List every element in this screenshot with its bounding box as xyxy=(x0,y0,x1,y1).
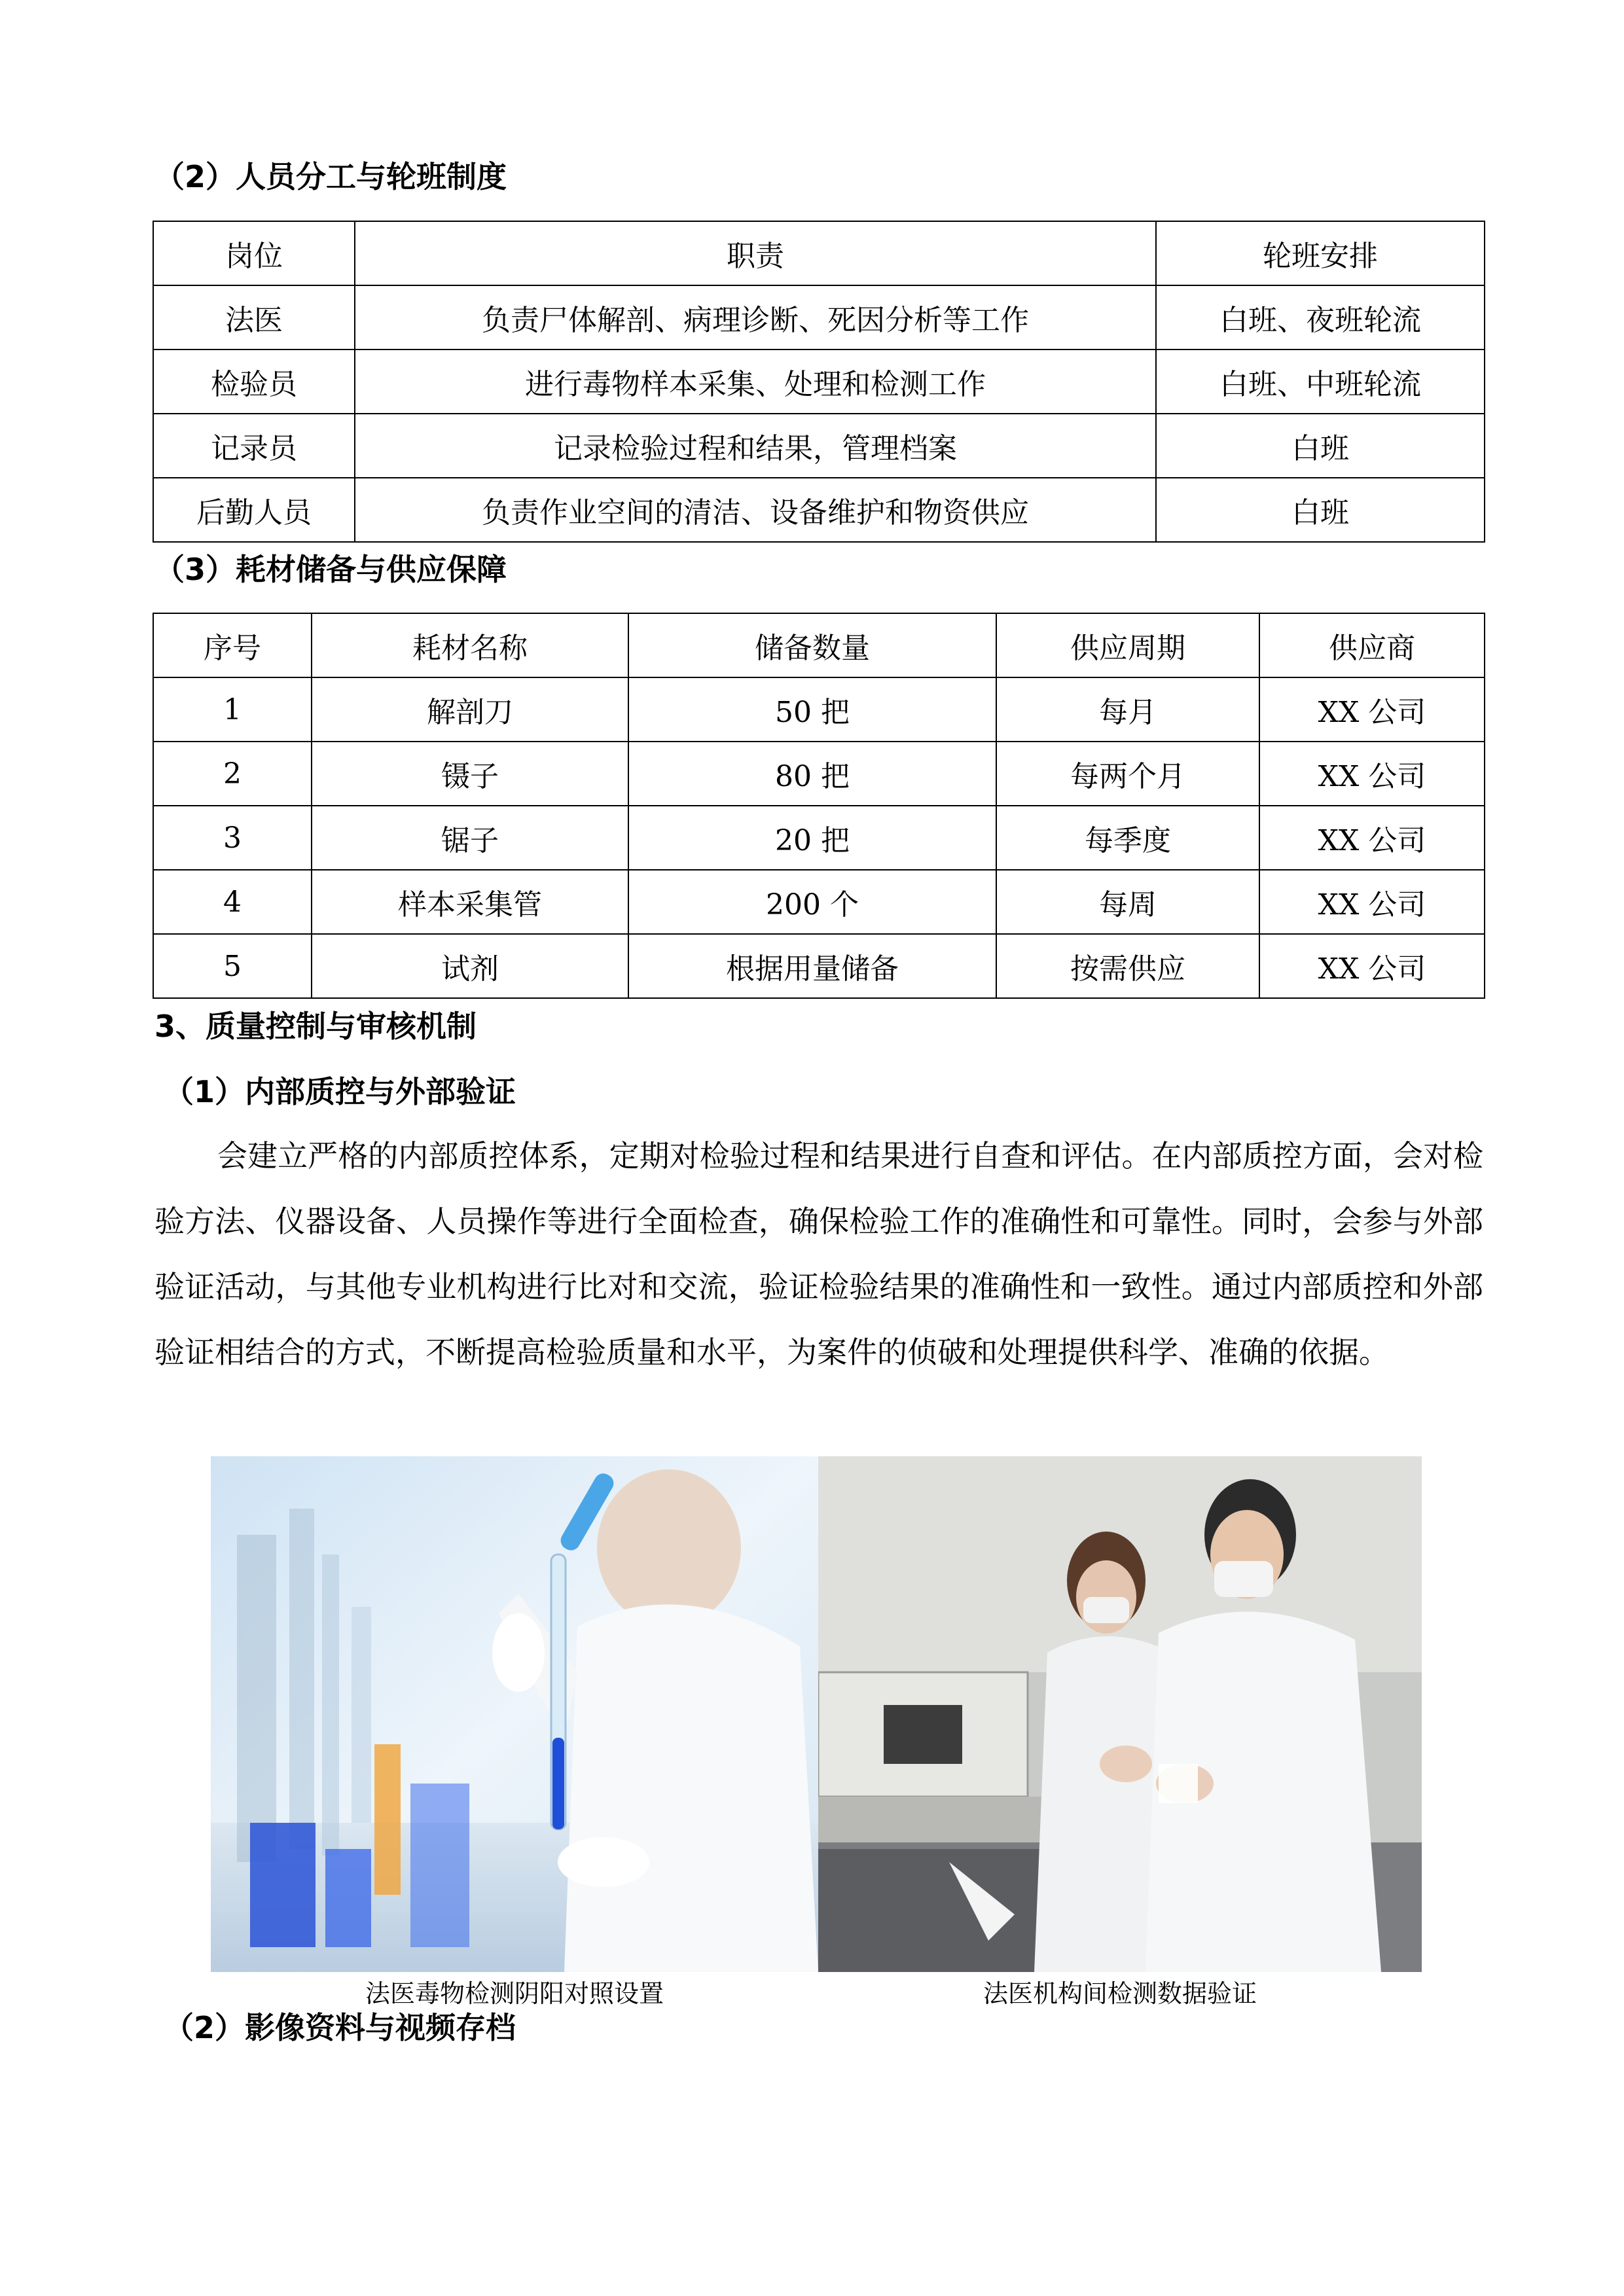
lab-technicians-photo xyxy=(818,1456,1422,1972)
paragraph-text: 会建立严格的内部质控体系，定期对检验过程和结果进行自查和评估。在内部质控方面，会对检验方法、仪器设备、人员操作等进行全面检查，确保检验工作的准确性和可靠性。同时，会参与外部验证活动，与其他专业机构进行比对和交流，验证检验结果的准确性和一致性。通过内部质控和外部验证相结合的方式，不断提高检验质量和水平，为案件的侦破和处理提供科学、准确的依据。 xyxy=(154,1138,1483,1370)
header-cell: 耗材名称 xyxy=(312,613,628,677)
table-cell: 2 xyxy=(153,742,312,806)
table-cell: 白班、夜班轮流 xyxy=(1156,285,1485,350)
table-cell: 锯子 xyxy=(312,806,628,870)
header-cell: 岗位 xyxy=(153,221,355,285)
table-cell: XX 公司 xyxy=(1259,742,1485,806)
table-cell: 4 xyxy=(153,870,312,934)
header-cell: 职责 xyxy=(355,221,1156,285)
table-cell: 白班 xyxy=(1156,478,1485,542)
table-header-row xyxy=(153,613,1485,677)
table-cell: 样本采集管 xyxy=(312,870,628,934)
figure-caption-right: 法医机构间检测数据验证 xyxy=(983,1979,1257,2008)
table-cell: XX 公司 xyxy=(1259,934,1485,998)
table-cell: 记录检验过程和结果，管理档案 xyxy=(355,414,1156,478)
table-cell: 镊子 xyxy=(312,742,628,806)
table-cell: 负责作业空间的清洁、设备维护和物资供应 xyxy=(355,478,1156,542)
table-cell: 负责尸体解剖、病理诊断、死因分析等工作 xyxy=(355,285,1156,350)
figure-caption-left: 法医毒物检测阴阳对照设置 xyxy=(365,1979,664,2008)
table-cell: 法医 xyxy=(153,285,355,350)
table-cell: XX 公司 xyxy=(1259,806,1485,870)
table-row xyxy=(153,478,1485,542)
table-row xyxy=(153,806,1485,870)
staff-table xyxy=(153,221,1485,543)
lab-technicians-photo-icon xyxy=(818,1456,1422,1972)
table-cell: 80 把 xyxy=(628,742,996,806)
internal-heading: （1）内部质控与外部验证 xyxy=(164,1074,516,1109)
table-cell: 进行毒物样本采集、处理和检测工作 xyxy=(355,350,1156,414)
table-cell: 3 xyxy=(153,806,312,870)
table-cell: 1 xyxy=(153,677,312,742)
header-cell: 序号 xyxy=(153,613,312,677)
table-cell: 根据用量储备 xyxy=(628,934,996,998)
table-cell: 每月 xyxy=(996,677,1259,742)
header-cell: 储备数量 xyxy=(628,613,996,677)
lab-test-tube-photo xyxy=(211,1456,818,1972)
table-cell: 200 个 xyxy=(628,870,996,934)
header-cell: 供应商 xyxy=(1259,613,1485,677)
table-row xyxy=(153,934,1485,998)
table-cell: 白班、中班轮流 xyxy=(1156,350,1485,414)
quality-paragraph xyxy=(154,1123,1483,1385)
supplies-heading: （3）耗材储备与供应保障 xyxy=(154,552,507,587)
table-row xyxy=(153,350,1485,414)
table-cell: 5 xyxy=(153,934,312,998)
table-cell: 检验员 xyxy=(153,350,355,414)
header-cell: 供应周期 xyxy=(996,613,1259,677)
table-row xyxy=(153,742,1485,806)
supplies-table xyxy=(153,613,1485,999)
header-cell: 轮班安排 xyxy=(1156,221,1485,285)
table-cell: 50 把 xyxy=(628,677,996,742)
table-cell: XX 公司 xyxy=(1259,677,1485,742)
table-cell: 试剂 xyxy=(312,934,628,998)
table-cell: 按需供应 xyxy=(996,934,1259,998)
table-cell: 解剖刀 xyxy=(312,677,628,742)
quality-heading: 3、质量控制与审核机制 xyxy=(154,1009,477,1044)
table-cell: 记录员 xyxy=(153,414,355,478)
table-cell: 20 把 xyxy=(628,806,996,870)
archive-heading: （2）影像资料与视频存档 xyxy=(164,2010,516,2045)
table-row xyxy=(153,285,1485,350)
table-row xyxy=(153,870,1485,934)
table-cell: 白班 xyxy=(1156,414,1485,478)
table-cell: XX 公司 xyxy=(1259,870,1485,934)
table-row xyxy=(153,677,1485,742)
table-cell: 每周 xyxy=(996,870,1259,934)
table-cell: 每两个月 xyxy=(996,742,1259,806)
table-header-row xyxy=(153,221,1485,285)
table-cell: 每季度 xyxy=(996,806,1259,870)
table-cell: 后勤人员 xyxy=(153,478,355,542)
table-row xyxy=(153,414,1485,478)
lab-test-tube-photo-icon xyxy=(211,1456,818,1972)
staff-heading: （2）人员分工与轮班制度 xyxy=(154,159,507,194)
